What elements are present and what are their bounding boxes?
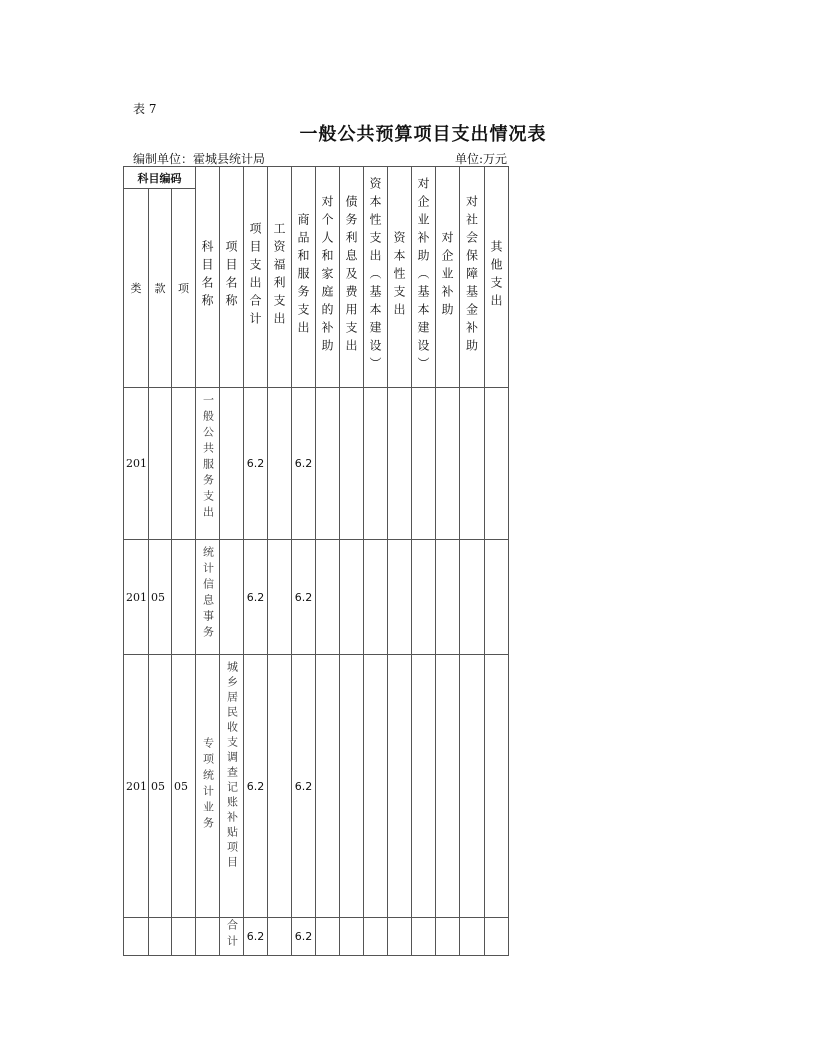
header-wages: 工资福利支出 — [268, 167, 292, 388]
header-subject-name: 科目名称 — [196, 167, 220, 388]
cell-xiang: 05 — [172, 655, 196, 918]
cell-kuan: 05 — [149, 540, 172, 655]
cell-project-name — [220, 540, 244, 655]
header-social: 对社会保障基金补助 — [460, 167, 485, 388]
cell-empty — [485, 655, 509, 918]
header-kuan: 款 — [149, 189, 172, 388]
table-row-total — [124, 918, 509, 956]
cell-project-name: 合计 — [220, 918, 244, 956]
cell-empty — [340, 388, 364, 540]
header-total: 项目支出合计 — [244, 167, 268, 388]
cell-xiang — [172, 540, 196, 655]
cell-subject-name: 专项统计业务 — [196, 655, 220, 918]
cell-subject-name: 统计信息事务 — [196, 540, 220, 655]
cell-empty — [460, 388, 485, 540]
cell-project-name: 城乡居民收支调查记账补贴项目 — [220, 655, 244, 918]
budget-table — [123, 166, 509, 956]
cell-empty — [316, 655, 340, 918]
cell-empty — [196, 918, 220, 956]
cell-empty — [388, 540, 412, 655]
header-debt: 债务利息及费用支出 — [340, 167, 364, 388]
cell-goods: 6.2 — [292, 388, 316, 540]
cell-xiang — [172, 388, 196, 540]
cell-empty — [485, 540, 509, 655]
header-enterprise-basic: 对企业补助（基本建设） — [412, 167, 436, 388]
cell-project-name — [220, 388, 244, 540]
header-capital: 资本性支出 — [388, 167, 412, 388]
cell-empty — [124, 918, 149, 956]
header-code-group: 科目编码 — [124, 167, 196, 189]
cell-empty — [412, 540, 436, 655]
cell-empty — [340, 918, 364, 956]
table-row — [124, 388, 509, 540]
cell-empty — [485, 918, 509, 956]
cell-wages — [268, 655, 292, 918]
cell-total: 6.2 — [244, 388, 268, 540]
header-enterprise: 对企业补助 — [436, 167, 460, 388]
cell-kuan — [149, 388, 172, 540]
cell-empty — [412, 388, 436, 540]
cell-empty — [149, 918, 172, 956]
cell-empty — [388, 918, 412, 956]
cell-empty — [316, 918, 340, 956]
cell-lei: 201 — [124, 540, 149, 655]
header-xiang: 项 — [172, 189, 196, 388]
cell-subject-name: 一般公共服务支出 — [196, 388, 220, 540]
cell-kuan: 05 — [149, 655, 172, 918]
table-row — [124, 540, 509, 655]
cell-empty — [364, 918, 388, 956]
cell-empty — [436, 655, 460, 918]
cell-total: 6.2 — [244, 655, 268, 918]
cell-lei: 201 — [124, 388, 149, 540]
cell-empty — [340, 655, 364, 918]
cell-empty — [460, 918, 485, 956]
cell-empty — [436, 388, 460, 540]
cell-goods: 6.2 — [292, 540, 316, 655]
cell-empty — [436, 540, 460, 655]
document-title: 一般公共预算项目支出情况表 — [299, 124, 547, 145]
table-row — [124, 655, 509, 918]
header-goods: 商品和服务支出 — [292, 167, 316, 388]
cell-wages — [268, 388, 292, 540]
cell-empty — [412, 655, 436, 918]
cell-empty — [388, 655, 412, 918]
cell-empty — [364, 655, 388, 918]
cell-empty — [485, 388, 509, 540]
cell-total: 6.2 — [244, 540, 268, 655]
cell-empty — [364, 388, 388, 540]
cell-empty — [172, 918, 196, 956]
header-project-name: 项目名称 — [220, 167, 244, 388]
cell-lei: 201 — [124, 655, 149, 918]
cell-empty — [340, 540, 364, 655]
table-number-label: 表 7 — [133, 102, 157, 116]
cell-wages — [268, 540, 292, 655]
header-other: 其他支出 — [485, 167, 509, 388]
header-personal: 对个人和家庭的补助 — [316, 167, 340, 388]
cell-empty — [364, 540, 388, 655]
cell-empty — [436, 918, 460, 956]
cell-empty — [316, 540, 340, 655]
cell-total: 6.2 — [244, 918, 268, 956]
cell-empty — [460, 655, 485, 918]
cell-goods: 6.2 — [292, 655, 316, 918]
cell-empty — [388, 388, 412, 540]
cell-wages — [268, 918, 292, 956]
currency-unit: 单位:万元 — [454, 152, 507, 166]
header-capital-basic: 资本性支出（基本建设） — [364, 167, 388, 388]
cell-empty — [460, 540, 485, 655]
header-lei: 类 — [124, 189, 149, 388]
compiling-unit: 编制单位：霍城县统计局 — [133, 152, 266, 166]
cell-empty — [316, 388, 340, 540]
cell-empty — [412, 918, 436, 956]
cell-goods: 6.2 — [292, 918, 316, 956]
